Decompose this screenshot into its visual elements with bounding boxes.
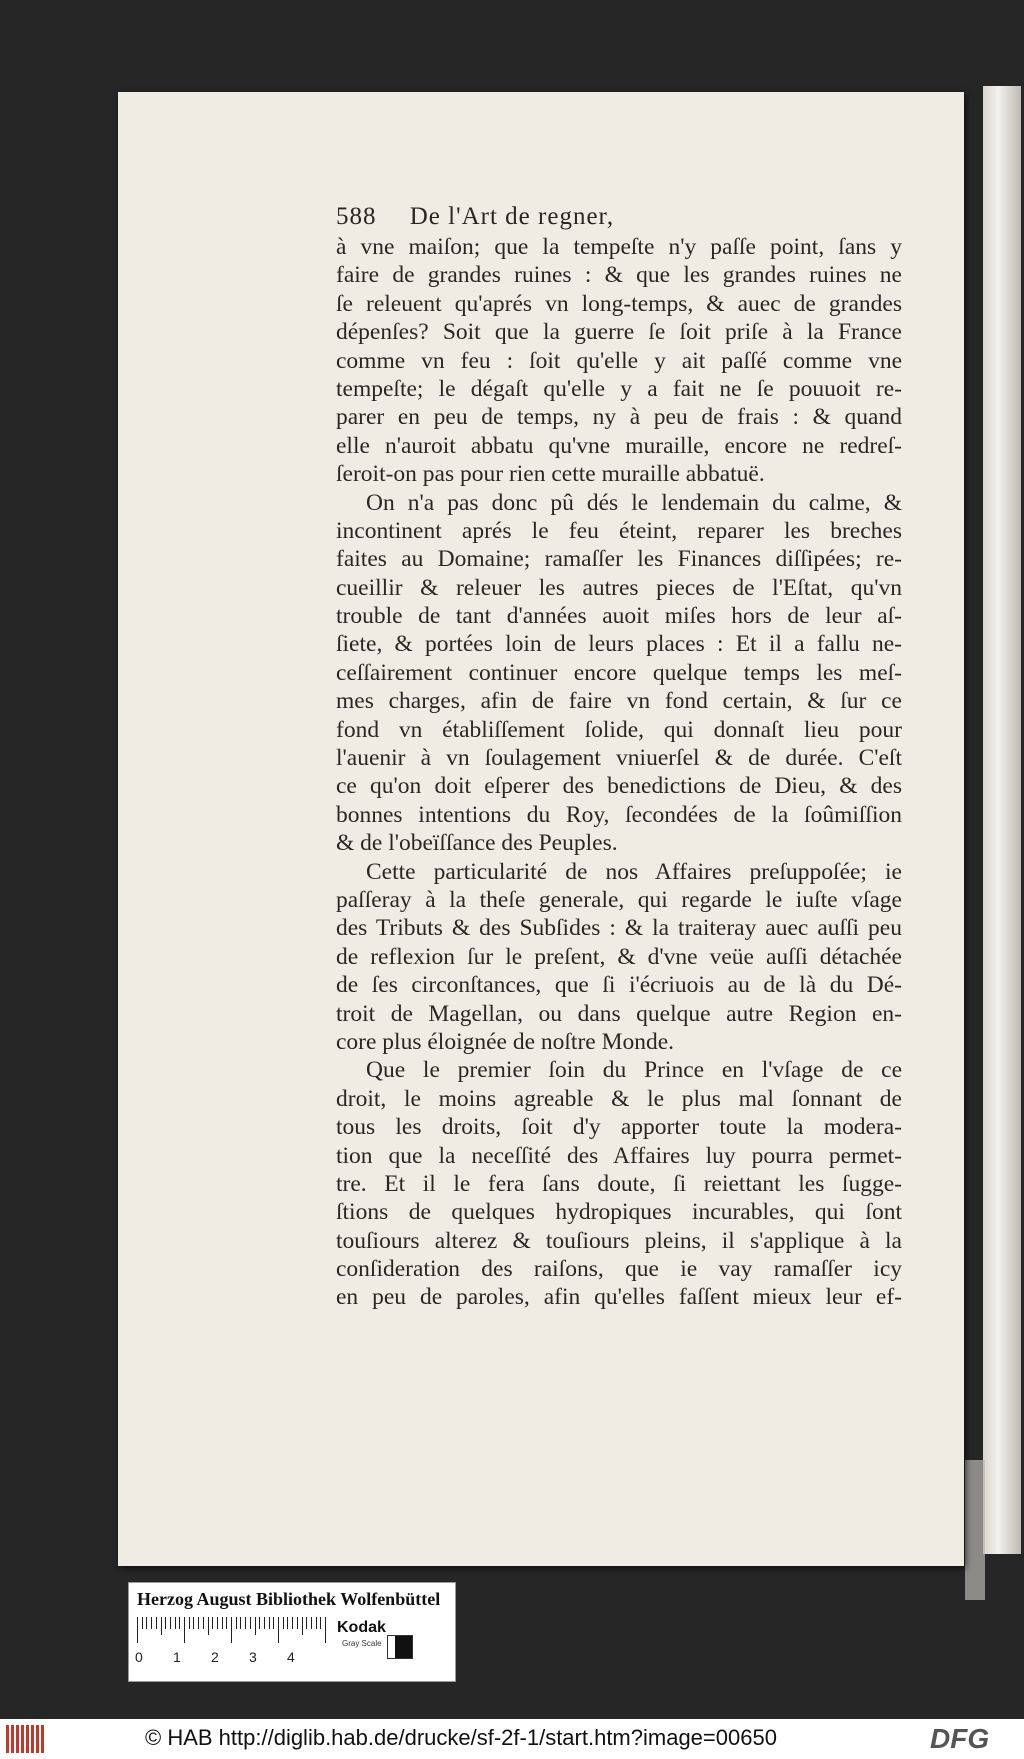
- kodak-logo: Kodak: [337, 1619, 386, 1636]
- ruler-number: 1: [173, 1649, 181, 1665]
- ruler-tick: [325, 1617, 326, 1643]
- barcode-icon: [6, 1725, 46, 1753]
- text-line: ſeroit-on pas pour rien cette muraille abbatuë.: [336, 461, 765, 488]
- text-line: ceſſairement continuer encore quelque temps les meſ-: [336, 659, 902, 686]
- text-line: core plus éloignée de noſtre Monde.: [336, 1028, 675, 1055]
- text-line: tempeſte; le dégaſt qu'elle y a fait ne ſe pouuoit re-: [336, 375, 902, 402]
- text-line: tion que la neceſſité des Affaires luy pourra permet-: [336, 1142, 902, 1169]
- ruler-tick: [146, 1617, 147, 1629]
- text-line: touſiours alterez & touſiours pleins, il s'applique à la: [336, 1227, 902, 1254]
- ruler-tick: [165, 1617, 166, 1629]
- text-line: troit de Magellan, ou dans quelque autre Region en-: [336, 1000, 902, 1027]
- ruler-tick: [193, 1617, 194, 1629]
- body-text: [336, 233, 902, 1312]
- ruler-tick: [175, 1617, 176, 1629]
- ruler-tick: [161, 1617, 162, 1635]
- gray-scale-patch: [387, 1635, 413, 1659]
- ruler-tick: [170, 1617, 171, 1629]
- page-edge-shadow: [965, 1460, 985, 1600]
- ruler-tick: [142, 1617, 143, 1629]
- ruler-tick: [297, 1617, 298, 1629]
- text-line: On n'a pas donc pû dés le lendemain du calme, &: [366, 489, 902, 516]
- text-line: ce qu'on doit eſperer des benedictions de Dieu, & des: [336, 773, 902, 800]
- ruler-tick: [179, 1617, 180, 1629]
- ruler-number: 0: [135, 1649, 143, 1665]
- ruler-tick: [217, 1617, 218, 1629]
- running-title: De l'Art de regner,: [409, 203, 615, 230]
- text-line: cueillir & releuer les autres pieces de l'Eſtat, qu'vn: [336, 574, 902, 601]
- text-line: Que le premier ſoin du Prince en l'vſage de ce: [366, 1057, 902, 1084]
- text-line: à vne maiſon; que la tempeſte n'y paſſe point, ſans y: [336, 234, 902, 260]
- ruler-tick: [137, 1617, 138, 1643]
- page-number: 588: [336, 203, 377, 230]
- text-line: parer en peu de temps, ny à peu de frais : & quand: [336, 404, 902, 431]
- ruler-tick: [255, 1617, 256, 1635]
- source-link[interactable]: © HAB http://diglib.hab.de/drucke/sf-2f-1/start.htm?image=00650: [145, 1725, 777, 1750]
- ruler-number: 4: [287, 1649, 295, 1665]
- ruler-tick: [203, 1617, 204, 1629]
- text-line: & de l'obeïſſance des Peuples.: [336, 830, 618, 857]
- measurement-ruler: [137, 1617, 325, 1643]
- ruler-number: 3: [249, 1649, 257, 1665]
- ruler-tick: [320, 1617, 321, 1629]
- ruler-tick: [316, 1617, 317, 1629]
- ruler-tick: [189, 1617, 190, 1629]
- text-line: de ſes circonſtances, que ſi i'écriuois au de là du Dé-: [336, 972, 902, 999]
- ruler-tick: [250, 1617, 251, 1629]
- ruler-tick: [269, 1617, 270, 1629]
- ruler-number: 2: [211, 1649, 219, 1665]
- ruler-tick: [151, 1617, 152, 1629]
- text-line: trouble de tant d'années auoit miſes hors de leur aſ-: [336, 603, 902, 630]
- text-line: tre. Et il le fera ſans doute, ſi reiettant les ſugge-: [336, 1170, 902, 1197]
- ruler-tick: [278, 1617, 279, 1643]
- ruler-tick: [264, 1617, 265, 1629]
- ruler-tick: [156, 1617, 157, 1629]
- text-line: conſideration des raiſons, que ie vay ramaſſer icy: [336, 1256, 902, 1283]
- text-line: mes charges, afin de faire vn fond certain, & ſur ce: [336, 688, 902, 715]
- text-line: incontinent aprés le feu éteint, reparer les breches: [336, 517, 902, 544]
- page-edge: [983, 86, 1021, 1554]
- ruler-tick: [222, 1617, 223, 1629]
- ruler-tick: [259, 1617, 260, 1629]
- text-line: ſtions de quelques hydropiques incurables, qui ſont: [336, 1199, 902, 1226]
- text-line: elle n'auroit abbatu qu'vne muraille, encore ne redreſ-: [336, 432, 902, 459]
- text-line: tous les droits, ſoit d'y apporter toute la modera-: [336, 1114, 902, 1141]
- text-line: ſiete, & portées loin de leurs places : Et il a fallu ne-: [336, 631, 902, 658]
- ruler-tick: [287, 1617, 288, 1629]
- text-line: dépenſes? Soit que la guerre ſe ſoit priſe à la France: [336, 319, 902, 346]
- text-line: ſe releuent qu'aprés vn long-temps, & auec de grandes: [336, 290, 902, 317]
- ruler-tick: [231, 1617, 232, 1643]
- ruler-tick: [236, 1617, 237, 1629]
- footer-bar: [0, 1719, 1024, 1759]
- text-line: des Tributs & des Subſides : & la traiteray auec auſſi peu: [336, 915, 902, 942]
- ruler-tick: [273, 1617, 274, 1629]
- text-line: l'auenir à vn ſoulagement vniuerſel & de durée. C'eſt: [336, 745, 902, 772]
- text-line: faire de grandes ruines : & que les grandes ruines ne: [336, 262, 902, 289]
- text-line: droit, le moins agreable & le plus mal ſonnant de: [336, 1085, 902, 1112]
- text-line: en peu de paroles, afin qu'elles faſſent mieux leur ef-: [336, 1284, 902, 1311]
- text-line: paſſeray à la theſe generale, qui regarde le iuſte vſage: [336, 886, 902, 913]
- text-line: comme vn feu : ſoit qu'elle y ait paſſé comme vne: [336, 347, 902, 374]
- text-line: bonnes intentions du Roy, ſecondées de la ſoûmiſſion: [336, 801, 902, 828]
- ruler-tick: [240, 1617, 241, 1629]
- library-name: Herzog August Bibliothek Wolfenbüttel: [137, 1589, 441, 1609]
- ruler-tick: [226, 1617, 227, 1629]
- ruler-tick: [208, 1617, 209, 1635]
- color-calibration-card: [128, 1582, 456, 1682]
- text-line: fond vn établiſſement ſolide, qui donnaſt lieu pour: [336, 716, 902, 743]
- text-line: faites au Domaine; ramaſſer les Finances diſſipées; re-: [336, 546, 902, 573]
- running-head: [336, 203, 614, 231]
- ruler-tick: [311, 1617, 312, 1629]
- ruler-tick: [184, 1617, 185, 1643]
- text-line: de reflexion ſur le preſent, & d'vne veüe auſſi détachée: [336, 943, 902, 970]
- ruler-tick: [198, 1617, 199, 1629]
- ruler-tick: [283, 1617, 284, 1629]
- ruler-tick: [212, 1617, 213, 1629]
- ruler-tick: [302, 1617, 303, 1635]
- ruler-tick: [245, 1617, 246, 1629]
- dfg-logo: DFG: [930, 1723, 990, 1754]
- ruler-tick: [306, 1617, 307, 1629]
- text-line: Cette particularité de nos Affaires preſuppoſée; ie: [366, 858, 902, 885]
- ruler-tick: [292, 1617, 293, 1629]
- gray-scale-label: Gray Scale: [342, 1639, 382, 1648]
